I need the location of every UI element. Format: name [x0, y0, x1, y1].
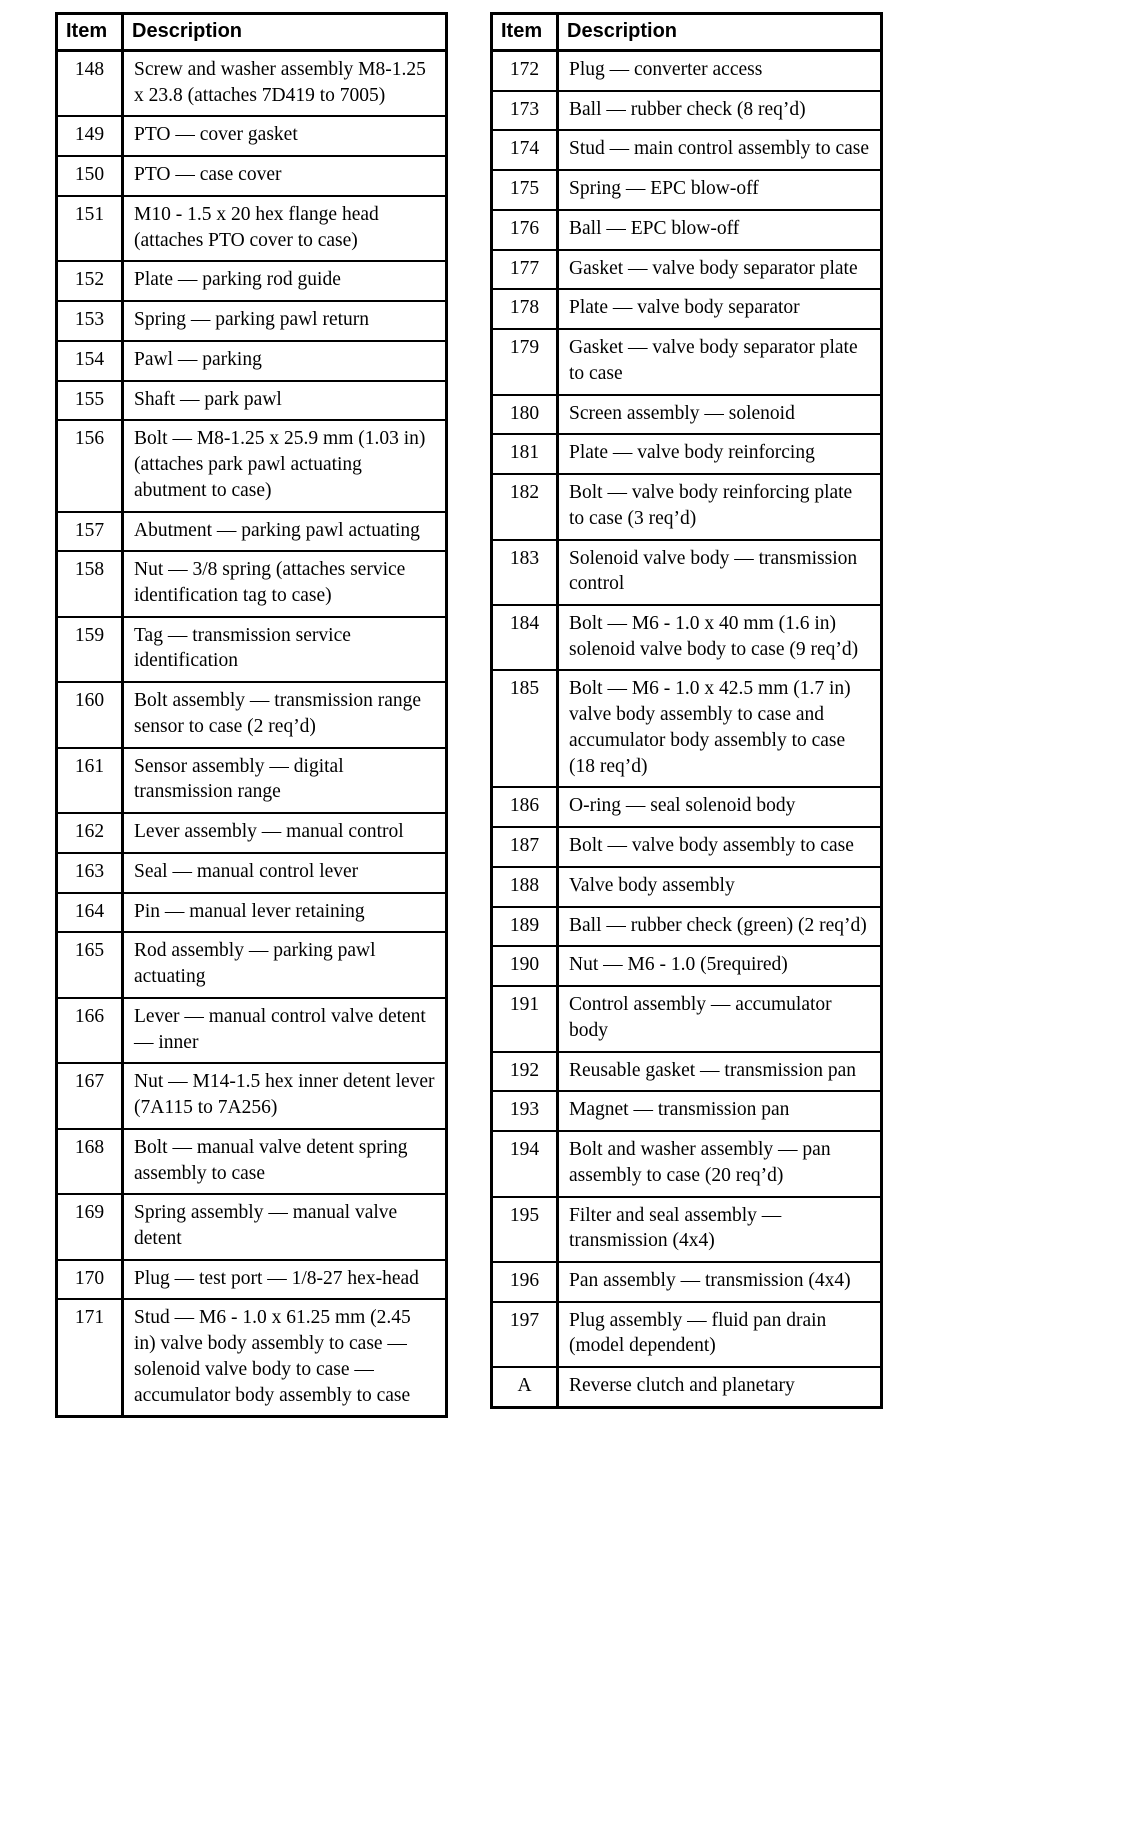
- item-number: 176: [492, 210, 558, 250]
- item-number: 183: [492, 540, 558, 605]
- item-description: Pan assembly — transmission (4x4): [558, 1262, 882, 1302]
- item-description: Plate — valve body separator: [558, 289, 882, 329]
- item-number: 187: [492, 827, 558, 867]
- item-number: 180: [492, 395, 558, 435]
- table-row: [492, 1367, 882, 1407]
- table-row: [57, 998, 447, 1063]
- item-description: Nut — M14-1.5 hex inner detent lever (7A115 to 7A256): [123, 1063, 447, 1128]
- item-description: Plate — parking rod guide: [123, 261, 447, 301]
- item-number: 190: [492, 946, 558, 986]
- table-row: [57, 682, 447, 747]
- item-description: Gasket — valve body separator plate: [558, 250, 882, 290]
- table-row: [492, 1197, 882, 1262]
- item-description: Bolt — manual valve detent spring assembly to case: [123, 1129, 447, 1194]
- table-row: [57, 748, 447, 813]
- table-row: [492, 434, 882, 474]
- item-description: O-ring — seal solenoid body: [558, 787, 882, 827]
- table-row: [57, 301, 447, 341]
- column-header-description: Description: [558, 14, 882, 51]
- item-number: 152: [57, 261, 123, 301]
- table-row: [57, 512, 447, 552]
- table-row: [57, 893, 447, 933]
- item-description: Spring assembly — manual valve detent: [123, 1194, 447, 1259]
- item-number: 151: [57, 196, 123, 261]
- column-header-item: Item: [492, 14, 558, 51]
- table-row: [492, 91, 882, 131]
- item-number: 185: [492, 670, 558, 787]
- table-row: [57, 381, 447, 421]
- item-description: Nut — 3/8 spring (attaches service identification tag to case): [123, 551, 447, 616]
- item-number: 184: [492, 605, 558, 670]
- table-row: [57, 420, 447, 511]
- table-row: [492, 130, 882, 170]
- item-number: 174: [492, 130, 558, 170]
- item-number: 182: [492, 474, 558, 539]
- item-number: 188: [492, 867, 558, 907]
- item-description: Sensor assembly — digital transmission range: [123, 748, 447, 813]
- item-number: 167: [57, 1063, 123, 1128]
- table-row: [57, 813, 447, 853]
- item-description: Screen assembly — solenoid: [558, 395, 882, 435]
- item-number: 181: [492, 434, 558, 474]
- item-number: 175: [492, 170, 558, 210]
- table-row: [492, 250, 882, 290]
- table-row: [57, 51, 447, 117]
- item-number: 196: [492, 1262, 558, 1302]
- item-number: 173: [492, 91, 558, 131]
- item-description: Ball — EPC blow-off: [558, 210, 882, 250]
- table-row: [492, 867, 882, 907]
- item-number: 172: [492, 51, 558, 91]
- item-number: 179: [492, 329, 558, 394]
- item-description: Plug — converter access: [569, 59, 763, 80]
- table-row: [492, 946, 882, 986]
- item-description: Solenoid valve body — transmission control: [558, 540, 882, 605]
- item-description: Valve body assembly: [558, 867, 882, 907]
- table-row: [57, 196, 447, 261]
- item-description: Magnet — transmission pan: [558, 1091, 882, 1131]
- item-description: Stud — M6 - 1.0 x 61.25 mm (2.45 in) valve body assembly to case — solenoid valve body to case — accumulator body assembly to case: [123, 1299, 447, 1416]
- table-row: [57, 1063, 447, 1128]
- table-row: [492, 605, 882, 670]
- item-number: 169: [57, 1194, 123, 1259]
- item-description: Seal — manual control lever: [123, 853, 447, 893]
- item-description: Control assembly — accumulator body: [558, 986, 882, 1051]
- table-row: [492, 986, 882, 1051]
- item-number: 149: [57, 116, 123, 156]
- table-row: [492, 474, 882, 539]
- item-number: 153: [57, 301, 123, 341]
- item-number: 193: [492, 1091, 558, 1131]
- table-row: [492, 170, 882, 210]
- item-number: 171: [57, 1299, 123, 1416]
- table-row: [57, 551, 447, 616]
- item-description: Reusable gasket — transmission pan: [558, 1052, 882, 1092]
- header-row: [492, 14, 882, 51]
- table-row: [57, 1194, 447, 1259]
- item-number: 166: [57, 998, 123, 1063]
- item-description: Bolt — M6 - 1.0 x 40 mm (1.6 in) solenoid valve body to case (9 req’d): [558, 605, 882, 670]
- item-description: Bolt — M8-1.25 x 25.9 mm (1.03 in) (attaches park pawl actuating abutment to case): [123, 420, 447, 511]
- item-description: Tag — transmission service identification: [123, 617, 447, 682]
- header-row: [57, 14, 447, 51]
- item-description: Ball — rubber check (green) (2 req’d): [558, 907, 882, 947]
- item-description: Screw and washer assembly M8-1.25 x 23.8 (attaches 7D419 to 7005): [134, 59, 426, 106]
- table-row: [492, 289, 882, 329]
- table-row: [57, 116, 447, 156]
- item-description: Abutment — parking pawl actuating: [123, 512, 447, 552]
- table-row: [492, 787, 882, 827]
- item-description: Bolt — M6 - 1.0 x 42.5 mm (1.7 in) valve body assembly to case and accumulator body assembly to case (18 req’d): [558, 670, 882, 787]
- item-number: 194: [492, 1131, 558, 1196]
- table-row: [492, 1131, 882, 1196]
- table-row: [492, 540, 882, 605]
- item-description: Plate — valve body reinforcing: [558, 434, 882, 474]
- table-row: [57, 853, 447, 893]
- item-number: 162: [57, 813, 123, 853]
- item-number: 155: [57, 381, 123, 421]
- item-number: 192: [492, 1052, 558, 1092]
- item-number: 195: [492, 1197, 558, 1262]
- table-row: [57, 1260, 447, 1300]
- item-number: 170: [57, 1260, 123, 1300]
- item-description: M10 - 1.5 x 20 hex flange head (attaches PTO cover to case): [123, 196, 447, 261]
- item-description: Nut — M6 - 1.0 (5required): [558, 946, 882, 986]
- item-description: Shaft — park pawl: [123, 381, 447, 421]
- item-description: Pawl — parking: [123, 341, 447, 381]
- item-description: Pin — manual lever retaining: [123, 893, 447, 933]
- item-description: Gasket — valve body separator plate to case: [558, 329, 882, 394]
- item-number: 150: [57, 156, 123, 196]
- item-description: Bolt and washer assembly — pan assembly to case (20 req’d): [558, 1131, 882, 1196]
- item-number: 189: [492, 907, 558, 947]
- item-description: Plug — test port — 1/8-27 hex-head: [123, 1260, 447, 1300]
- item-description: Spring — EPC blow-off: [558, 170, 882, 210]
- parts-table-right: [490, 12, 883, 1409]
- item-number: 154: [57, 341, 123, 381]
- item-number: 168: [57, 1129, 123, 1194]
- item-description: Bolt assembly — transmission range sensor to case (2 req’d): [123, 682, 447, 747]
- item-description: Lever assembly — manual control: [123, 813, 447, 853]
- table-row: [492, 827, 882, 867]
- item-number: 161: [57, 748, 123, 813]
- table-row: [57, 1299, 447, 1416]
- item-number: 160: [57, 682, 123, 747]
- item-number: 186: [492, 787, 558, 827]
- item-number: 178: [492, 289, 558, 329]
- item-number: 164: [57, 893, 123, 933]
- column-header-description: Description: [123, 14, 447, 51]
- item-number: 157: [57, 512, 123, 552]
- table-row: [57, 156, 447, 196]
- item-number: 148: [57, 51, 123, 117]
- item-description: Plug assembly — fluid pan drain (model dependent): [558, 1302, 882, 1367]
- table-row: [57, 261, 447, 301]
- item-description: Bolt — valve body reinforcing plate to case (3 req’d): [558, 474, 882, 539]
- item-description: Reverse clutch and planetary: [558, 1367, 882, 1407]
- item-number: 159: [57, 617, 123, 682]
- table-row: [492, 907, 882, 947]
- table-row: [492, 670, 882, 787]
- table-row: [492, 51, 882, 91]
- item-description: PTO — cover gasket: [123, 116, 447, 156]
- item-number: 158: [57, 551, 123, 616]
- item-description: Rod assembly — parking pawl actuating: [123, 932, 447, 997]
- item-description: Stud — main control assembly to case: [558, 130, 882, 170]
- table-row: [57, 1129, 447, 1194]
- table-row: [492, 395, 882, 435]
- item-number: 163: [57, 853, 123, 893]
- item-number: A: [492, 1367, 558, 1407]
- parts-table-left: [55, 12, 448, 1418]
- table-row: [492, 1091, 882, 1131]
- item-description: Filter and seal assembly — transmission (4x4): [558, 1197, 882, 1262]
- table-row: [492, 1052, 882, 1092]
- table-row: [492, 1262, 882, 1302]
- item-number: 197: [492, 1302, 558, 1367]
- item-number: 156: [57, 420, 123, 511]
- table-row: [57, 932, 447, 997]
- table-row: [57, 341, 447, 381]
- item-description: Bolt — valve body assembly to case: [558, 827, 882, 867]
- table-row: [492, 329, 882, 394]
- item-number: 191: [492, 986, 558, 1051]
- item-number: 177: [492, 250, 558, 290]
- item-description: Ball — rubber check (8 req’d): [558, 91, 882, 131]
- column-header-item: Item: [57, 14, 123, 51]
- item-number: 165: [57, 932, 123, 997]
- table-row: [492, 1302, 882, 1367]
- item-description: Spring — parking pawl return: [123, 301, 447, 341]
- item-description: Lever — manual control valve detent — inner: [123, 998, 447, 1063]
- item-description: PTO — case cover: [123, 156, 447, 196]
- table-row: [57, 617, 447, 682]
- table-row: [492, 210, 882, 250]
